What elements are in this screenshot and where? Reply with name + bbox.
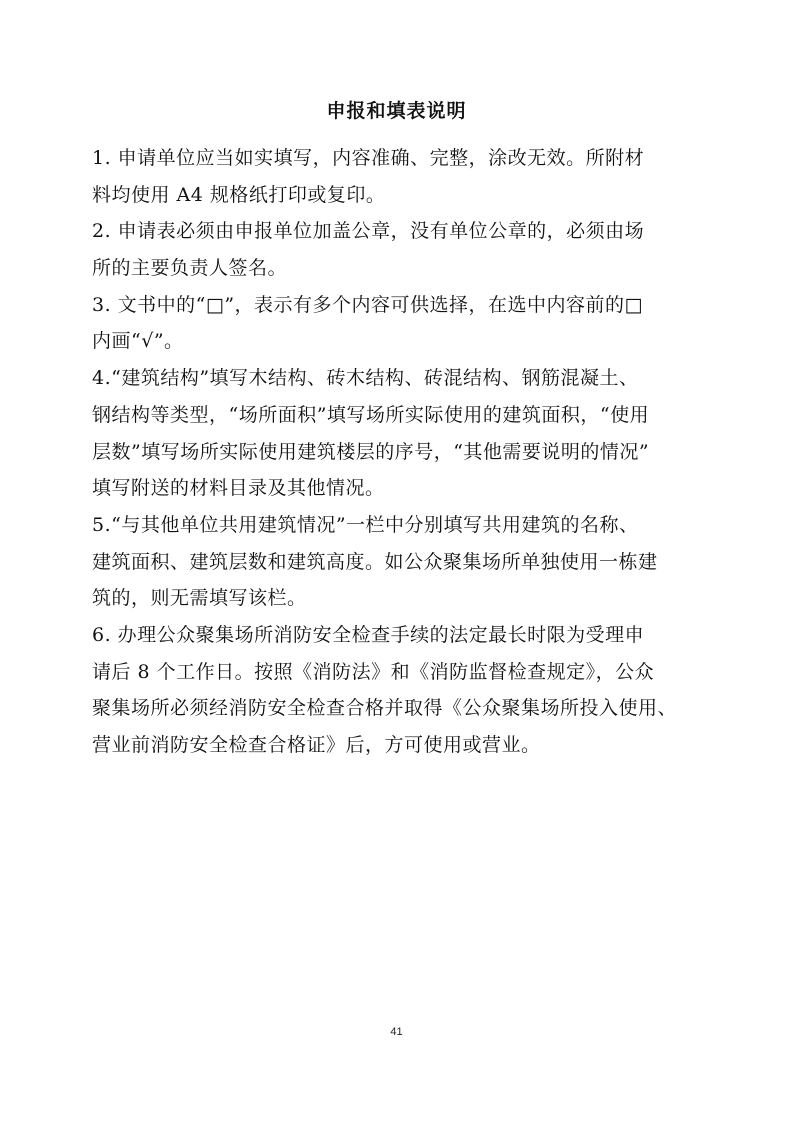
- text-line: 营业前消防安全检查合格证》后，方可使用或营业。: [92, 734, 541, 756]
- text-line: 3. 文书中的“□”，表示有多个内容可供选择，在选中内容前的□: [92, 293, 643, 316]
- text-line: 2. 申请表必须由申报单位加盖公章，没有单位公章的，必须由场: [92, 220, 645, 243]
- text-line: 料均使用 A4 规格纸打印或复印。: [92, 183, 386, 206]
- text-line: 建筑面积、建筑层数和建筑高度。如公众聚集场所单独使用一栋建: [92, 550, 658, 573]
- text-line: 聚集场所必须经消防安全检查合格并取得《公众聚集场所投入使用、: [92, 697, 678, 720]
- document-title: 申报和填表说明: [326, 100, 467, 122]
- text-line: 所的主要负责人签名。: [92, 257, 288, 280]
- text-line: 层数”填写场所实际使用建筑楼层的序号，“其他需要说明的情况”: [92, 440, 650, 463]
- text-line: 内画“√”。: [92, 330, 184, 353]
- text-line: 6. 办理公众聚集场所消防安全检查手续的法定最长时限为受理申: [92, 623, 645, 646]
- text-line: 请后 8 个工作日。按照《消防法》和《消防监督检查规定》，公众: [92, 660, 655, 683]
- text-line: 筑的，则无需填写该栏。: [92, 587, 307, 610]
- instructions-body: [92, 140, 722, 764]
- text-line: 4.“建筑结构”填写木结构、砖木结构、砖混结构、钢筋混凝土、: [92, 367, 639, 390]
- text-line: 1. 申请单位应当如实填写，内容准确、完整，涂改无效。所附材: [92, 147, 645, 169]
- page-number: 41: [390, 1026, 403, 1038]
- text-line: 填写附送的材料目录及其他情况。: [92, 477, 385, 500]
- text-line: 钢结构等类型，“场所面积”填写场所实际使用的建筑面积，“使用: [92, 403, 650, 426]
- text-line: 5.“与其他单位共用建筑情况”一栏中分别填写共用建筑的名称、: [92, 513, 639, 536]
